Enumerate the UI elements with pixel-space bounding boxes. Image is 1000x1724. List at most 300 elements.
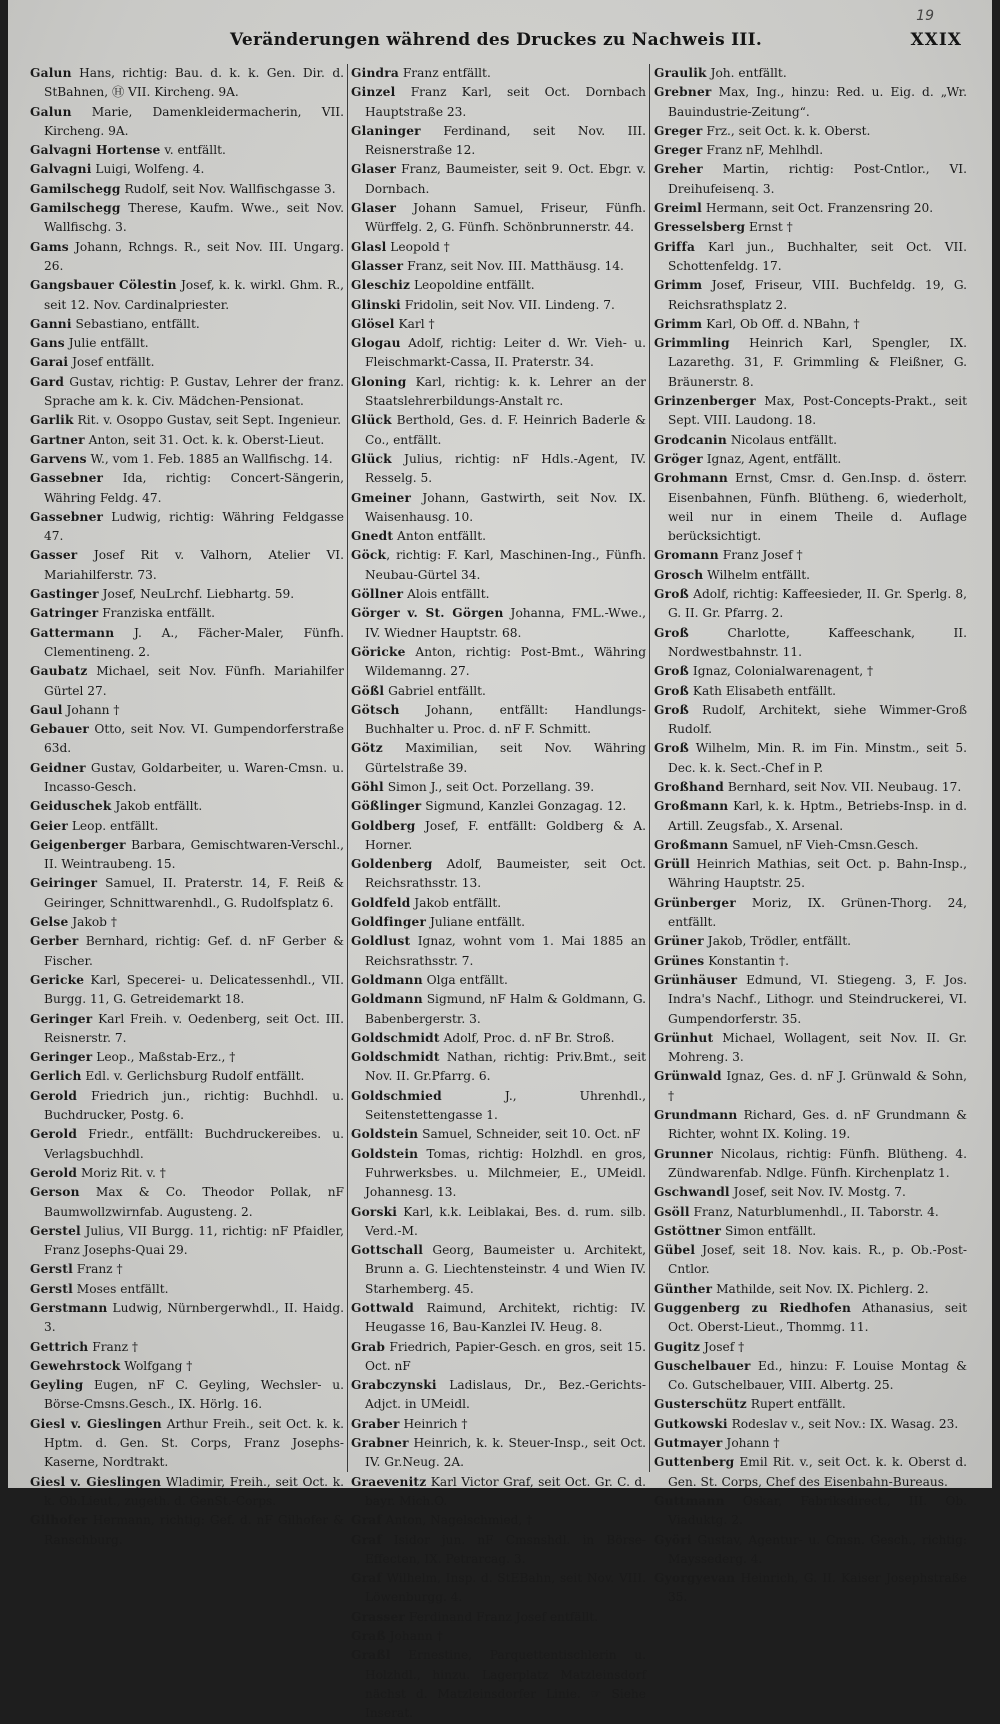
entry-text: Karl Victor Graf, seit Oct. Gr. C. d. bayr. Mich.O. [365,1474,646,1508]
entry-name: Graf [351,1513,382,1528]
entry-name: Grimm [654,278,703,293]
entry-text: Isidor jun. nF Cmsnshdl. in Börse-Effecten, IX. Petrarcag. 3. [365,1532,646,1566]
entry-text: Rupert entfällt. [746,1397,846,1412]
entry-text: Josef, NeuLrchf. Liebhartg. 59. [98,587,295,602]
directory-entry [654,1280,967,1299]
directory-entry [654,971,967,1029]
entry-text: Michael, seit Nov. Fünfh. Mariahilfer Gürtel 27. [44,664,344,698]
entry-name: Graevenitz [351,1474,427,1489]
entry-text: Franz † [72,1262,123,1277]
entry-text: Friedrich jun., richtig: Buchhdl. u. Buchdrucker, Postg. 6. [44,1088,344,1123]
directory-entry [30,1299,344,1338]
entry-text: Johann † [62,702,120,717]
entry-name: Gerlich [30,1069,82,1084]
directory-entry [351,411,646,450]
entry-name: Gottschall [351,1243,424,1258]
directory-entry [654,392,967,431]
entry-name: Glogau [351,336,401,351]
directory-entry [351,1531,646,1570]
page-header [30,8,962,56]
entry-text: Ernst, Cmsr. d. Gen.Insp. d. österr. Eisenbahnen, Fünfh. Blütheng. 6, wiederholt, weil nur in einem Theile d. Auflage berücksichtigt. [668,471,967,544]
entry-text: J. A., Fächer-Maler, Fünfh. Clementineng. 2. [44,625,344,659]
entry-name: Ginzel [351,85,396,100]
directory-entry [654,83,967,122]
entry-name: Goldfeld [351,895,411,910]
directory-entry [351,604,646,643]
directory-entry [351,1203,646,1242]
directory-entry [30,1222,344,1261]
entry-text: Max & Co. Theodor Pollak, nF Baumwollzwirnfab. Augusteng. 2. [44,1185,344,1219]
directory-entry [654,1338,967,1357]
entry-name: Grabczynski [351,1378,437,1393]
entry-name: Gassebner [30,509,104,524]
column-2 [351,64,646,1724]
entry-text: Eugen, nF C. Geyling, Wechsler- u. Börse-Cmsns.Gesch., IX. Hörlg. 16. [44,1378,344,1412]
directory-entry [654,276,967,315]
entry-text: Jakob entfällt. [410,895,502,910]
directory-entry [654,218,967,237]
entry-name: Grünberger [654,895,736,910]
entry-text: Therese, Kaufm. Wwe., seit Nov. Wallfischg. 3. [44,201,344,235]
directory-entry [654,1106,967,1145]
entry-text: Gustav, Goldarbeiter, u. Waren-Cmsn. u. Incasso-Gesch. [44,760,344,794]
entry-name: Gschwandl [654,1185,730,1200]
entry-name: Goldenberg [351,857,433,872]
entry-text: Frz., seit Oct. k. k. Oberst. [702,123,871,138]
entry-text: Rudolf, Architekt, siehe Wimmer-Groß Rudolf. [668,702,967,737]
entry-text: Leopold † [386,239,450,254]
directory-entry [30,1164,344,1183]
directory-entry [30,971,344,1010]
directory-entry [30,1183,344,1222]
entry-name: Groß [654,587,690,602]
entry-name: Gerold [30,1088,78,1103]
directory-entry [654,797,967,836]
entry-text: Ed., hinzu: F. Louise Montag & Co. Gutschelbauer, VIII. Albertg. 25. [668,1358,967,1393]
scanned-page [8,0,992,1721]
directory-entry [30,585,344,604]
entry-text: Leopoldine entfällt. [410,278,535,293]
entry-name: Gstöttner [654,1223,722,1238]
entry-text: Barbara, Gemischtwaren-Verschl., II. Weintraubeng. 15. [44,837,344,872]
entry-name: Giesl v. Gieslingen [30,1416,162,1431]
entry-name: Gaubatz [30,664,88,679]
directory-entry [351,1145,646,1203]
column-divider [649,64,650,1472]
directory-entry [654,778,967,797]
entry-name: Goldschmidt [351,1030,440,1045]
entry-name: Gröger [654,451,703,466]
entry-name: Grosch [654,567,704,582]
directory-entry [351,585,646,604]
entry-name: Gettrich [30,1339,89,1354]
entry-name: Grodcanin [654,432,727,447]
column-3 [654,64,967,1608]
entry-text: Sigmund, nF Halm & Goldmann, G. Babenbergerstr. 3. [365,992,646,1026]
entry-name: Goldberg [351,818,416,833]
directory-entry [351,199,646,238]
entry-name: Grünhut [654,1030,714,1045]
directory-entry [654,199,967,218]
directory-entry [654,1029,967,1068]
entry-text: Hermann, seit Oct. Franzensring 20. [701,201,934,216]
entry-text: Ignaz, Colonialwarenagent, † [689,664,874,679]
directory-entry [654,469,967,546]
entry-text: Simon J., seit Oct. Porzellang. 39. [383,779,595,794]
entry-text: Edmund, VI. Stiegeng. 3, F. Jos. Indra's Nachf., Lithogr. und Steindruckerei, VI. Gumpendorferstr. 35. [668,972,967,1026]
directory-entry [351,1569,646,1608]
page-title: Veränderungen während des Druckes zu Nachweis III. [230,30,763,50]
entry-text: Athanasius, seit Oct. Oberst-Lieut., Thommg. 11. [668,1301,967,1335]
entry-text: Michael, Wollagent, seit Nov. II. Gr. Mohreng. 3. [668,1030,967,1065]
entry-text: Ferdinand Franz Josef entfällt. [405,1609,599,1624]
entry-text: Franziska entfällt. [98,606,216,621]
entry-text: Leop., Maßstab-Erz., † [92,1050,236,1065]
directory-entry [654,932,967,951]
directory-entry [654,431,967,450]
directory-entry [654,1299,967,1338]
entry-text: Franz, Baumeister, seit 9. Oct. Ebgr. v. Dornbach. [365,162,646,196]
directory-entry [30,1338,344,1357]
entry-text: Nicolaus, richtig: Fünfh. Blütheng. 4. Zündwarenfab. Ndlge. Fünfh. Kirchenplatz 1. [668,1146,967,1180]
entry-name: Greger [654,123,703,138]
entry-name: Göricke [351,644,406,659]
directory-entry [30,276,344,315]
entry-name: Glaser [351,201,397,216]
directory-entry [654,1067,967,1106]
entry-name: Ganni [30,316,72,331]
directory-entry [351,817,646,856]
directory-entry [654,662,967,681]
entry-name: Gutmayer [654,1436,723,1451]
directory-entry [654,1395,967,1414]
entry-name: Gerold [30,1165,78,1180]
entry-name: Graber [351,1416,400,1431]
directory-entry [30,1260,344,1279]
directory-entry [351,334,646,373]
entry-text: Oskar, Fabriksdirect., III. Ob. Viaduktg. 2. [668,1493,967,1528]
entry-name: Gößl [351,683,385,698]
directory-entry [30,334,344,353]
entry-name: Gamilschegg [30,181,121,196]
directory-entry [351,276,646,295]
entry-name: Gübel [654,1243,696,1258]
directory-entry [351,1627,646,1646]
entry-name: Garvens [30,451,87,466]
directory-entry [30,1376,344,1415]
entry-name: Gößlinger [351,799,422,814]
entry-name: Grab [351,1339,386,1354]
entry-name: Glück [351,451,392,466]
directory-entry [30,720,344,759]
entry-name: Grünhäuser [654,972,738,987]
entry-text: Sigmund, Kanzlei Gonzagag. 12. [421,799,627,814]
directory-entry [351,643,646,682]
directory-entry [654,160,967,199]
entry-text: Karl Freih. v. Oedenberg, seit Oct. III. Reisnerstr. 7. [44,1011,344,1045]
directory-entry [654,315,967,334]
entry-text: Heinrich † [399,1416,468,1431]
entry-text: Marie, Damenkleidermacherin, VII. Kircheng. 9A. [44,104,344,138]
entry-text: Ludwig, Nürnbergerwhdl., II. Haidg. 3. [44,1301,344,1335]
directory-entry [30,1280,344,1299]
entry-text: Julius, richtig: nF Hdls.-Agent, IV. Resselg. 5. [365,451,646,486]
directory-entry [654,894,967,933]
directory-entry [351,932,646,971]
entry-text: Johann Samuel, Friseur, Fünfh. Würffelg. 2, G. Fünfh. Schönbrunnerstr. 44. [365,201,646,235]
entry-text: Adolf, Baumeister, seit Oct. Reichsrathsstr. 13. [365,857,646,891]
directory-entry [30,546,344,585]
directory-entry [654,836,967,855]
entry-text: Emil Rit. v., seit Oct. k. k. Oberst d. Gen. St. Corps, Chef des Eisenbahn-Bureaus. [668,1455,967,1489]
directory-entry [30,817,344,836]
entry-text: Karl, Specerei- u. Delicatessenhdl., VII. Burgg. 11, G. Getreidemarkt 18. [44,972,344,1007]
entry-name: Gamilschegg [30,201,121,216]
entry-name: Groß [654,625,690,640]
entry-name: Gresselsberg [654,220,746,235]
directory-entry [30,1010,344,1049]
directory-entry [654,1434,967,1453]
directory-entry [351,450,646,489]
directory-entry [351,1241,646,1299]
entry-text: Olga entfällt. [422,972,508,987]
entry-name: Grohmann [654,471,728,486]
directory-entry [351,1087,646,1126]
entry-name: Götz [351,741,383,756]
entry-text: v. entfällt. [160,143,226,158]
entry-text: Karl, richtig: k. k. Lehrer an der Staatslehrerbildungs-Anstalt rc. [365,374,646,409]
entry-name: Glasl [351,239,387,254]
directory-entry [351,1048,646,1087]
entry-name: Geringer [30,1050,93,1065]
entry-name: Gelse [30,915,69,930]
directory-entry [30,662,344,701]
entry-text: Josef, seit Nov. IV. Mostg. 7. [729,1185,906,1200]
entry-text: Johann, Gastwirth, seit Nov. IX. Waisenhausg. 10. [365,490,646,524]
entry-text: Alois entfällt. [403,587,490,602]
entry-name: Goldschmied [351,1088,442,1103]
directory-entry [30,1473,344,1512]
entry-name: Grünwald [654,1069,722,1084]
entry-name: Gsöll [654,1204,690,1219]
entry-name: Gans [30,336,65,351]
directory-entry [30,353,344,372]
directory-entry [351,546,646,585]
entry-text: Heinrich Mathias, seit Oct. p. Bahn-Insp., Währing Hauptstr. 25. [668,857,967,891]
entry-name: Garlik [30,413,74,428]
entry-text: Moriz, IX. Grünen-Thorg. 24, entfällt. [668,895,967,930]
entry-text: Franz Karl, seit Oct. Dornbach Hauptstraße 23. [365,85,646,119]
entry-name: Geidner [30,760,86,775]
entry-name: Günther [654,1281,713,1296]
directory-entry [30,836,344,875]
entry-name: Geiringer [30,876,98,891]
entry-text: Wilhelm, Insp. d. StEBahn, seit Nov. VIII. Löwenburgg. 4. [365,1571,646,1605]
directory-entry [351,971,646,990]
entry-text: Juliane entfällt. [426,915,526,930]
directory-entry [30,1087,344,1126]
entry-text: Ladislaus, Dr., Bez.-Gerichts-Adjct. in UMeidl. [365,1378,646,1412]
entry-text: Wilhelm entfällt. [703,567,810,582]
directory-entry [351,778,646,797]
entry-name: Geiduschek [30,799,112,814]
entry-text: Samuel, Schneider, seit 10. Oct. nF [418,1127,641,1142]
entry-text: Franz † [88,1339,139,1354]
entry-name: Györi [654,1532,692,1547]
entry-name: Göhl [351,779,384,794]
entry-text: Simon entfällt. [721,1223,817,1238]
entry-name: Gangsbauer Cölestin [30,278,177,293]
entry-text: Wolfgang † [120,1358,193,1373]
entry-text: Friedr., entfällt: Buchdruckereibes. u. Verlagsbuchhdl. [44,1127,344,1161]
entry-name: Grünes [654,953,705,968]
entry-text: Gabriel entfällt. [384,683,486,698]
directory-entry [30,1415,344,1473]
directory-entry [654,566,967,585]
entry-name: Graß [351,1629,386,1644]
directory-entry [351,527,646,546]
entry-text: Wilhelm, Min. R. im Fin. Minstm., seit 5. Dec. k. k. Sect.-Chef in P. [668,741,967,775]
entry-name: Göck [351,548,387,563]
entry-text: Max, Post-Concepts-Prakt., seit Sept. VIII. Laudong. 18. [668,394,967,428]
entry-text: Franz Josef † [718,548,803,563]
directory-entry [30,64,344,103]
entry-text: Georg, Baumeister u. Architekt, Brunn a. G. Liechtensteinstr. 4 und Wien IV. Starhemberg. 45. [365,1243,646,1296]
entry-text: Anton, seit 31. Oct. k. k. Oberst-Lieut. [84,432,325,447]
entry-text: Wladimir, Freih., seit Oct. k. k. Ob.Lieut., zugeth. d. GenSt.-Corps. [44,1474,344,1508]
entry-name: Graf [351,1571,382,1586]
entry-name: Glaser [351,162,397,177]
directory-entry [30,508,344,547]
entry-name: Gerson [30,1185,80,1200]
directory-entry [654,1145,967,1184]
directory-entry [351,1376,646,1415]
directory-entry [351,855,646,894]
directory-entry [351,1473,646,1512]
entry-text: Sebastiano, entfällt. [71,316,200,331]
entry-name: Gerstmann [30,1301,108,1315]
entry-name: Galun [30,66,72,80]
entry-text: Johann † [385,1629,443,1644]
entry-text: Anton, Nagelschmied, † [381,1513,533,1528]
directory-entry [654,855,967,894]
directory-entry [654,952,967,971]
entry-name: Galvagni [30,162,92,177]
directory-entry [351,296,646,315]
entry-name: Geyling [30,1378,84,1393]
directory-entry [351,1646,646,1723]
entry-text: Hermann, richtig: Gef. d. nF Gilhofer & Ranschburg. [44,1513,344,1547]
entry-text: Jakob entfällt. [111,799,203,814]
entry-name: Gilhofer [30,1513,88,1528]
entry-name: Gastinger [30,587,99,602]
directory-entry [654,450,967,469]
entry-name: Gottwald [351,1301,414,1315]
entry-text: Adolf, Proc. d. nF Br. Stroß. [439,1030,615,1045]
entry-name: Guttmann [654,1493,725,1508]
entry-text: Josef † [700,1339,745,1354]
directory-entry [654,334,967,392]
entry-name: Gugitz [654,1339,701,1354]
entry-name: Glasser [351,258,404,273]
entry-text: Franz nF, Mehlhdl. [702,143,824,158]
entry-name: Geringer [30,1011,93,1026]
directory-entry [654,1492,967,1531]
entry-text: Ernst † [745,220,793,235]
entry-text: Heinrich Karl, Spengler, IX. Lazarethg. 31, F. Grimmling & Fleißner, G. Bräunerstr. 8. [668,336,967,389]
entry-name: Greger [654,143,703,158]
entry-text: Edl. v. Gerlichsburg Rudolf entfällt. [81,1069,305,1084]
entry-text: Adolf, richtig: Kaffeesieder, II. Gr. Sperlg. 8, G. II. Gr. Pfarrg. 2. [668,587,967,621]
entry-text: Hans, richtig: Bau. d. k. k. Gen. Dir. d. StBahnen, Ⓗ VII. Kircheng. 9A. [44,66,344,100]
directory-entry [351,373,646,412]
entry-text: Johanna, FML.-Wwe., IV. Wiedner Hauptstr. 68. [365,606,646,640]
entry-text: Gustav, richtig: P. Gustav, Lehrer der franz. Sprache am k. k. Civ. Mädchen-Pensionat. [44,374,344,409]
entry-text: Leop. entfällt. [67,818,159,833]
directory-entry [654,1183,967,1202]
entry-name: Grimm [654,316,703,331]
entry-text: Maximilian, seit Nov. Währing Gürtelstraße 39. [365,741,646,775]
directory-entry [351,64,646,83]
entry-text: Arthur Freih., seit Oct. k. k. Hptm. d. Gen. St. Corps, Franz Josephs-Kaserne, Nordtrakt. [44,1416,345,1470]
directory-entry [351,894,646,913]
entry-text: Jakob † [68,915,117,930]
directory-entry [30,103,344,142]
entry-text: Friedrich, Papier-Gesch. en gros, seit 15. Oct. nF [365,1339,646,1373]
directory-entry [30,1067,344,1086]
entry-name: Grinzenberger [654,394,756,409]
entry-text: Johann † [722,1436,780,1451]
directory-entry [30,1511,344,1550]
directory-entry [654,1569,967,1608]
entry-name: Gorski [351,1204,398,1219]
entry-text: Jakob, Trödler, entfällt. [703,934,851,949]
entry-text: Franz, seit Nov. III. Matthäusg. 14. [403,258,624,273]
directory-entry [30,431,344,450]
directory-entry [30,1357,344,1376]
directory-entry [351,913,646,932]
entry-text: Karl, k.k. Leiblakai, Bes. d. rum. silb. Verd.-M. [365,1204,646,1238]
entry-name: Garai [30,355,69,370]
directory-entry [30,874,344,913]
entry-text: Karl jun., Buchhalter, seit Oct. VII. Schottenfeldg. 17. [668,239,967,273]
entry-name: Galvagni Hortense [30,143,161,158]
entry-text: Mathilde, seit Nov. IX. Pichlerg. 2. [712,1281,929,1296]
directory-entry [30,238,344,277]
entry-name: Gyorgyevan [654,1571,736,1586]
entry-name: Gleschiz [351,278,411,293]
directory-entry [351,489,646,528]
entry-name: Glück [351,413,392,428]
directory-entry [351,682,646,701]
directory-entry [654,739,967,778]
entry-text: Charlotte, Kaffeeschank, II. Nordwestbahnstr. 11. [668,625,967,659]
entry-name: Grasser [351,1609,406,1624]
entry-name: Gusterschütz [654,1397,747,1412]
entry-name: Gutkowski [654,1416,728,1431]
entry-name: Großmann [654,837,729,852]
directory-entry [654,141,967,160]
entry-text: Josef, k. k. wirkl. Ghm. R., seit 12. Nov. Cardinalpriester. [44,278,344,312]
directory-entry [351,1608,646,1627]
directory-entry [654,585,967,624]
entry-text: Ferdinand, seit Nov. III. Reisnerstraße 12. [365,123,646,158]
entry-text: Josef, Friseur, VIII. Buchfeldg. 19, G. Reichsrathsplatz 2. [668,278,967,312]
entry-text: Luigi, Wolfeng. 4. [91,162,205,177]
entry-name: Goldlust [351,934,411,949]
entry-name: Glösel [351,316,395,331]
entry-name: Gaul [30,702,63,717]
